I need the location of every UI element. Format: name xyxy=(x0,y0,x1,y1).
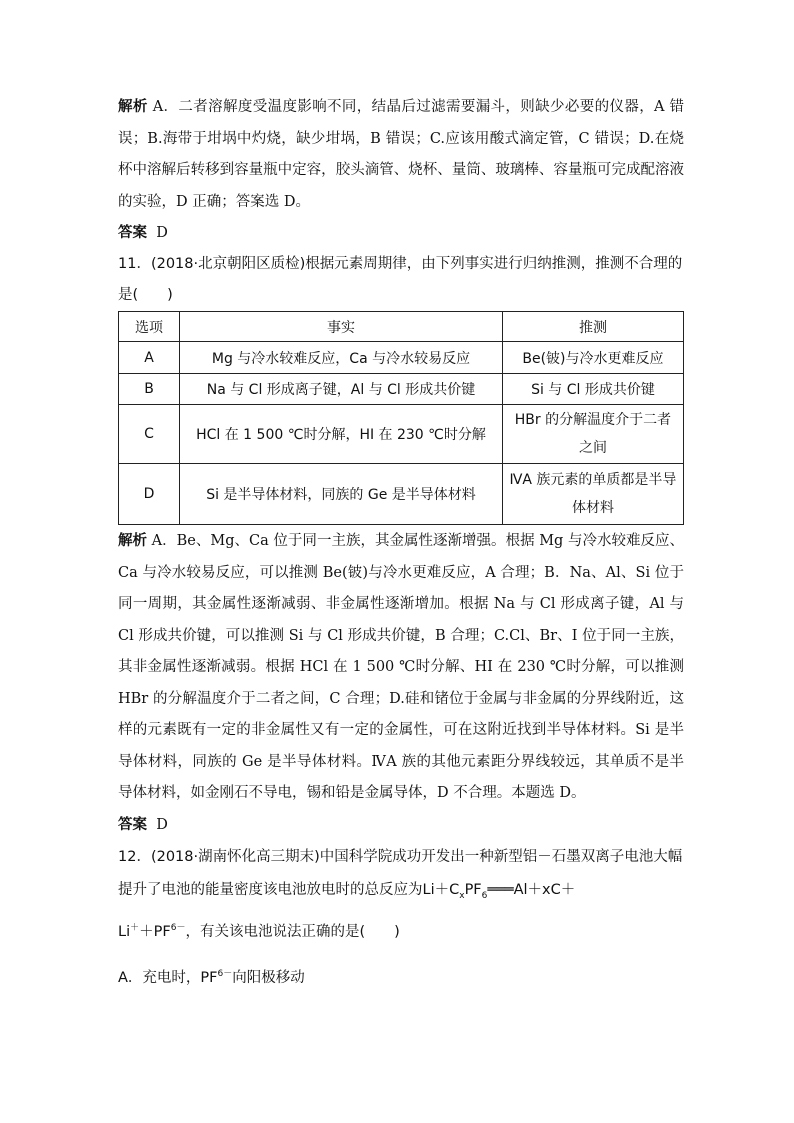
question-12-number: 12． xyxy=(118,848,151,865)
table-cell-option: C xyxy=(119,405,180,464)
answer-label: 答案 xyxy=(118,816,147,833)
analysis-11 xyxy=(118,526,684,810)
question-12 xyxy=(118,841,684,950)
question-11-number: 11． xyxy=(118,256,151,272)
equation-rhs-1: Al＋xC＋ xyxy=(513,881,576,898)
equation-rhs-2: Li xyxy=(118,924,131,941)
table-header-row xyxy=(119,312,684,342)
question-11 xyxy=(118,249,684,311)
table-cell-inference: Si 与 Cl 形成共价键 xyxy=(502,374,683,405)
table-row xyxy=(119,342,684,374)
table-cell-fact: Mg 与冷水较难反应，Ca 与冷水较易反应 xyxy=(180,342,503,374)
table-cell-fact: Si 是半导体材料，同族的 Ge 是半导体材料 xyxy=(180,464,503,525)
answer-10-value: D xyxy=(156,225,168,241)
question-12-text-b: ，有关该电池说法正确的是( ) xyxy=(185,924,400,941)
option-a-suffix: 向阳极移动 xyxy=(232,970,305,987)
table-header-fact: 事实 xyxy=(180,312,503,342)
table-row xyxy=(119,405,684,464)
option-a-sup: 6－ xyxy=(217,969,233,980)
analysis-label: 解析 xyxy=(118,99,148,115)
equation-arrow: ═══ xyxy=(487,881,514,898)
table-cell-fact: Na 与 Cl 形成离子键，Al 与 Cl 形成共价键 xyxy=(180,374,503,405)
equation-rhs-3: ＋PF xyxy=(139,924,171,941)
table-header-inference: 推测 xyxy=(502,312,683,342)
equation-lhs: Li＋C xyxy=(422,881,460,898)
answer-label: 答案 xyxy=(118,225,147,241)
analysis-label: 解析 xyxy=(118,533,148,549)
option-a-prefix: A．充电时，PF xyxy=(118,970,218,987)
answer-11-value: D xyxy=(156,816,168,833)
question-11-text: 根据元素周期律，由下列事实进行归纳推测，推测不合理的是( ) xyxy=(118,256,683,303)
equation-sup-plus: ＋ xyxy=(130,923,140,934)
facts-table xyxy=(118,311,684,525)
analysis-10-text: A．二者溶解度受温度影响不同，结晶后过滤需要漏斗，则缺少必要的仪器，A 错误；B.海带于坩埚中灼烧，缺少坩埚，B 错误；C.应该用酸式滴定管，C 错误；D.在烧杯中溶解后转移到容量瓶中定容，胶头滴管、烧杯、量筒、玻璃棒、容量瓶可完成配溶液的实验，D 正确；答案选 D。 xyxy=(118,99,685,210)
table-cell-option: A xyxy=(119,342,180,374)
question-12-source: (2018·湖南怀化高三期末) xyxy=(150,848,320,865)
table-row xyxy=(119,464,684,525)
equation-pf: PF xyxy=(464,881,482,898)
analysis-10 xyxy=(118,92,684,218)
table-cell-inference: ⅣA 族元素的单质都是半导体材料 xyxy=(502,464,683,525)
table-cell-option: B xyxy=(119,374,180,405)
table-cell-fact: HCl 在 1 500 ℃时分解，HI 在 230 ℃时分解 xyxy=(180,405,503,464)
equation-sub-x: x xyxy=(459,890,465,901)
equation-sup-6minus: 6－ xyxy=(170,923,186,934)
table-cell-inference: Be(铍)与冷水更难反应 xyxy=(502,342,683,374)
table-cell-option: D xyxy=(119,464,180,525)
equation-sub-6: 6 xyxy=(481,890,488,901)
question-11-source: (2018·北京朝阳区质检) xyxy=(150,256,306,272)
question-12-text: 中国科学院成功开发出一种新型铝－石墨双离子电池大幅提升了电池的能量密度该电池放电时的总反应为 xyxy=(118,848,683,898)
table-row xyxy=(119,374,684,405)
table-header-option: 选项 xyxy=(119,312,180,342)
table-cell-inference: HBr 的分解温度介于二者之间 xyxy=(502,405,683,464)
answer-11 xyxy=(118,810,684,841)
document-page xyxy=(118,92,684,994)
question-12-option-a xyxy=(118,959,684,994)
answer-10 xyxy=(118,218,684,249)
analysis-11-text: A．Be、Mg、Ca 位于同一主族，其金属性逐渐增强。根据 Mg 与冷水较难反应、Ca 与冷水较易反应，可以推测 Be(铍)与冷水更难反应，A 合理；B．Na、Al、Si 位于同一周期，其金属性逐渐减弱、非金属性逐渐增加。根据 Na 与 Cl 形成离子键，Al 与 Cl 形成共价键，可以推测 Si 与 Cl 形成共价键，B 合理；C.Cl、Br、I 位于同一主族，其非金属性逐渐减弱。根据 HCl 在 1 500 ℃时分解、HI 在 230 ℃时分解，可以推测 HBr 的分解温度介于二者之间，C 合理；D.硅和锗位于金属与非金属的分界线附近，这样的元素既有一定的非金属性又有一定的金属性，可在这附近找到半导体材料。Si 是半导体材料，同族的 Ge 是半导体材料。ⅣA 族的其他元素距分界线较远，其单质不是半导体材料，如金刚石不导电，锡和铅是金属导体，D 不合理。本题选 D。 xyxy=(118,533,685,801)
